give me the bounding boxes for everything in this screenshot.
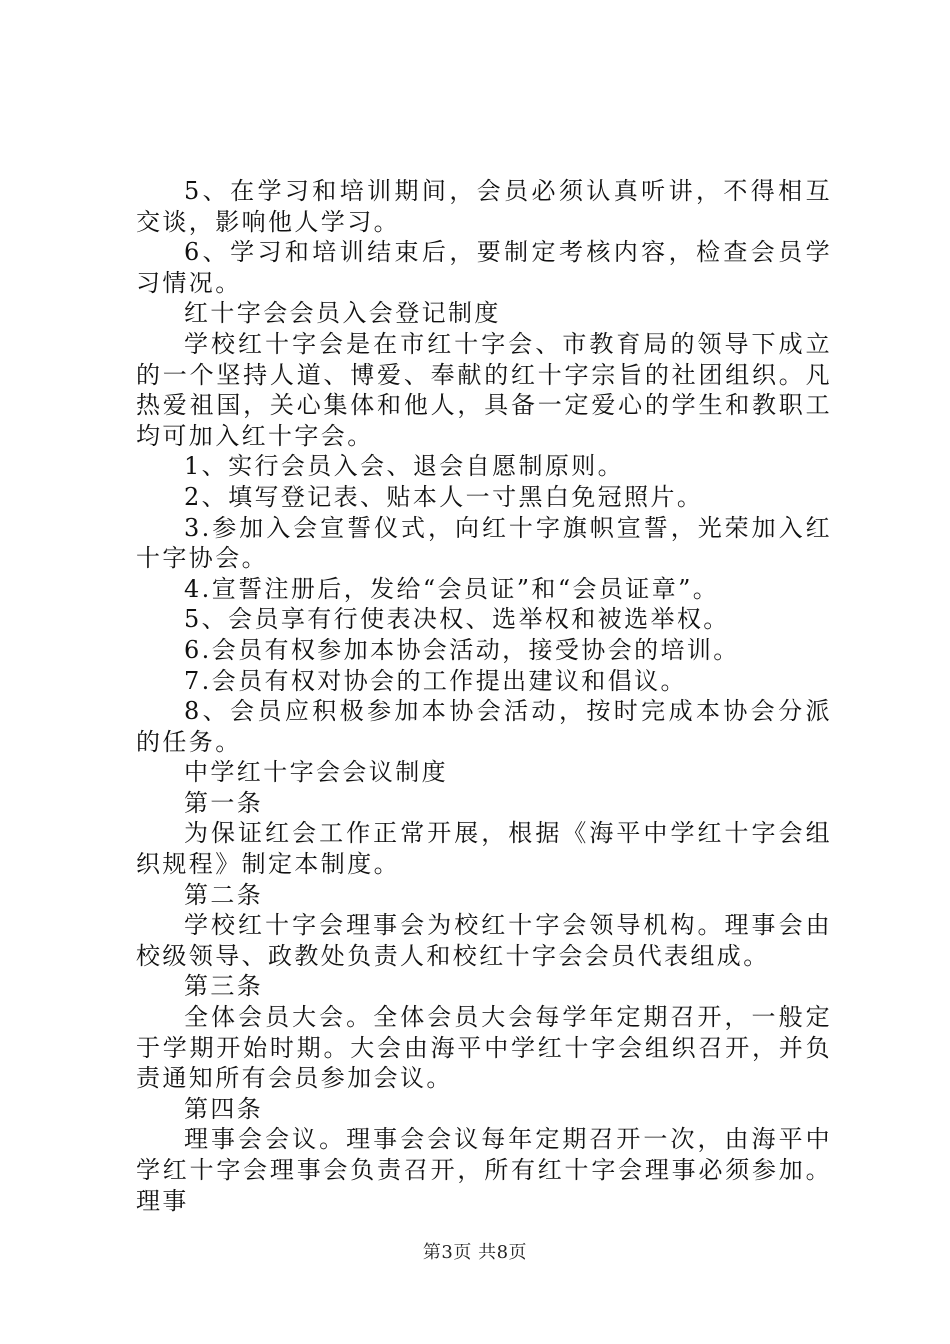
page-footer [0,1238,950,1264]
paragraph: 为保证红会工作正常开展，根据《海平中学红十字会组织规程》制定本制度。 [136,819,832,879]
paragraph: 理事会会议。理事会会议每年定期召开一次，由海平中学红十字会理事会负责召开，所有红十字会理事必须参加。理事 [136,1125,832,1215]
page-number-label: 第3页 共8页 [422,1242,528,1263]
list-item: 7.会员有权对协会的工作提出建议和倡议。 [184,666,687,695]
document-body [136,176,832,1216]
article-heading: 第一条 [184,788,264,817]
list-item: 1、实行会员入会、退会自愿制原则。 [184,452,625,481]
paragraph: 全体会员大会。全体会员大会每学年定期召开，一般定于学期开始时期。大会由海平中学红十字会组织召开，并负责通知所有会员参加会议。 [136,1003,832,1093]
article-heading: 第三条 [184,972,264,1001]
list-item: 3.参加入会宣誓仪式，向红十字旗帜宣誓，光荣加入红十字协会。 [136,513,832,573]
paragraph: 6、学习和培训结束后，要制定考核内容，检查会员学习情况。 [136,238,832,297]
article-heading: 第二条 [184,880,264,909]
list-item: 8、会员应积极参加本协会活动，按时完成本协会分派的任务。 [136,697,832,756]
list-item: 6.会员有权参加本协会活动，接受协会的培训。 [184,635,740,664]
section-heading: 红十字会会员入会登记制度 [184,299,501,328]
list-item: 2、填写登记表、贴本人一寸黑白免冠照片。 [184,482,704,511]
section-heading: 中学红十字会会议制度 [184,758,448,787]
list-item: 4.宣誓注册后，发给“会员证”和“会员证章”。 [184,574,720,603]
article-heading: 第四条 [184,1094,264,1123]
list-item: 5、会员享有行使表决权、选举权和被选举权。 [184,605,730,634]
paragraph: 学校红十字会理事会为校红十字会领导机构。理事会由校级领导、政教处负责人和校红十字会会员代表组成。 [136,911,832,970]
paragraph: 5、在学习和培训期间，会员必须认真听讲，不得相互交谈，影响他人学习。 [136,177,832,236]
paragraph: 学校红十字会是在市红十字会、市教育局的领导下成立的一个坚持人道、博爱、奉献的红十字宗旨的社团组织。凡热爱祖国，关心集体和他人，具备一定爱心的学生和教职工均可加入红十字会。 [136,329,832,450]
